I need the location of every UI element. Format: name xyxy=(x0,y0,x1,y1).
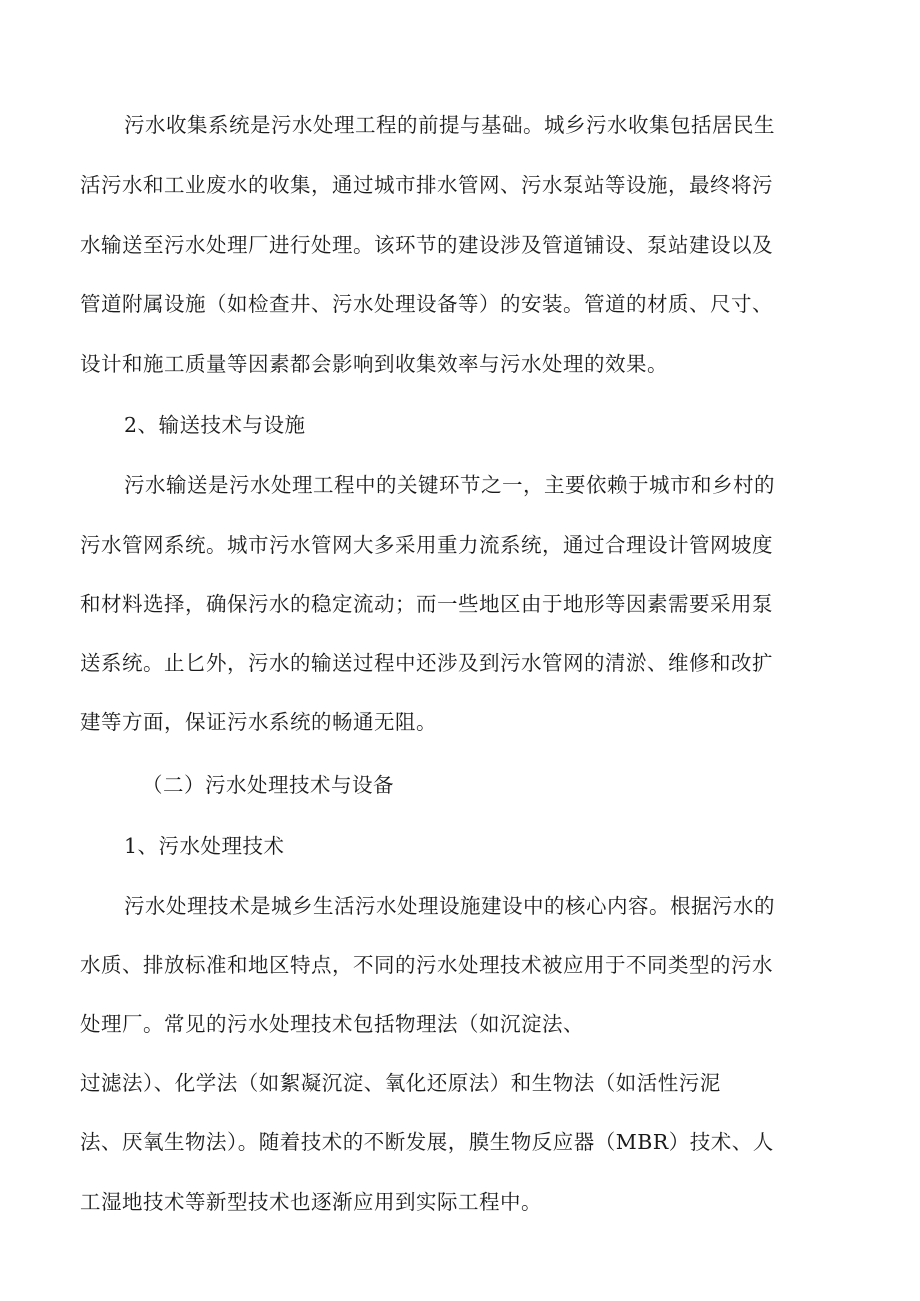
paragraph-line: 过滤法）、化学法（如絮凝沉淀、氧化还原法）和生物法（如活性污泥 xyxy=(80,1071,721,1095)
paragraph-line: 法、厌氧生物法）。随着技术的不断发展，膜生物反应器（MBR）技术、人 xyxy=(80,1130,774,1154)
paragraph-line: 污水输送是污水处理工程中的关键环节之一，主要依赖于城市和乡村的 xyxy=(124,473,775,497)
paragraph-line: 污水管网系统。城市污水管网大多采用重力流系统，通过合理设计管网坡度 xyxy=(80,533,773,557)
paragraph-line: 和材料选择，确保污水的稳定流动；而一些地区由于地形等因素需要采用泵 xyxy=(80,592,773,616)
paragraph-line: 活污水和工业废水的收集，通过城市排水管网、污水泵站等设施，最终将污 xyxy=(80,173,773,197)
paragraph-line: 管道附属设施（如检查井、污水处理设备等）的安装。管道的材质、尺寸、 xyxy=(80,292,773,316)
paragraph-line: 设计和施工质量等因素都会影响到收集效率与污水处理的效果。 xyxy=(80,352,668,376)
paragraph-line: 水输送至污水处理厂进行处理。该环节的建设涉及管道铺设、泵站建设以及 xyxy=(80,233,773,257)
paragraph-line: 水质、排放标准和地区特点，不同的污水处理技术被应用于不同类型的污水 xyxy=(80,953,773,977)
subheading-transport: 2、输送技术与设施 xyxy=(124,413,306,437)
paragraph-line: 处理厂。常见的污水处理技术包括物理法（如沉淀法、 xyxy=(80,1012,584,1036)
paragraph-line: 污水收集系统是污水处理工程的前提与基础。城乡污水收集包括居民生 xyxy=(124,113,775,137)
paragraph-line: 污水处理技术是城乡生活污水处理设施建设中的核心内容。根据污水的 xyxy=(124,894,775,918)
subheading-treatment: 1、污水处理技术 xyxy=(124,834,285,858)
section-heading: （二）污水处理技术与设备 xyxy=(142,773,394,797)
paragraph-line: 工湿地技术等新型技术也逐渐应用到实际工程中。 xyxy=(80,1190,542,1214)
paragraph-line: 送系统。止匕外，污水的输送过程中还涉及到污水管网的清淤、维修和改扩 xyxy=(80,651,773,675)
paragraph-line: 建等方面，保证污水系统的畅通无阻。 xyxy=(80,710,437,734)
